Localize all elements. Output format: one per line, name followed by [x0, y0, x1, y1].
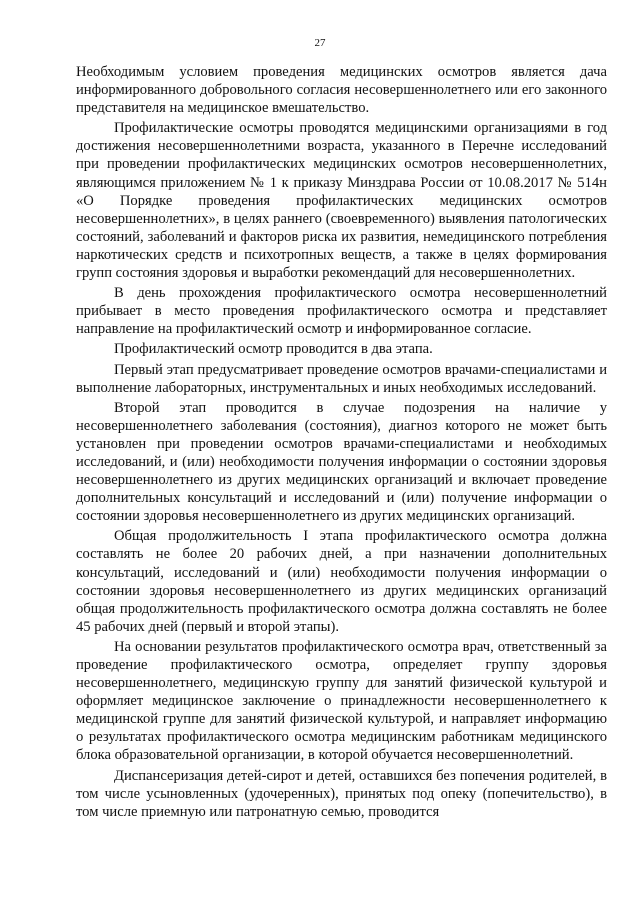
page-number: 27 — [314, 37, 326, 49]
paragraph-orphans: Диспансеризация детей-сирот и детей, оставшихся без попечения родителей, в том числе усыновленных (удочеренных), принятых под опеку (попечительство), в том числе приемную или патронатную семью, проводится — [76, 767, 607, 820]
paragraph-preventive-exams: Профилактические осмотры проводятся медицинскими организациями в год достижения несовершеннолетними возраста, указанного в Перечне исследований при проведении профилактических медицинских осмотров несовершеннолетних, являющимся приложением № 1 к приказу Минздрава России от 10.08.2017 № 514н «О Порядке проведения профилактических медицинских осмотров несовершеннолетних», в целях раннего (своевременного) выявления патологических состояний, заболеваний и факторов риска их развития, немедицинского потребления наркотических средств и психотропных веществ, а также в целях формирования групп состояния здоровья и выработки рекомендаций для несовершеннолетних. — [76, 120, 607, 282]
paragraph-consent: Необходимым условием проведения медицинских осмотров является дача информированного добровольного согласия несовершеннолетнего или его законного представителя на медицинское вмешательство. — [76, 64, 607, 117]
paragraph-duration: Общая продолжительность I этапа профилактического осмотра должна составлять не более 20 рабочих дней, а при назначении дополнительных консультаций, исследований и (или) необходимости получения информации о состоянии здоровья несовершеннолетнего из других медицинских организаций общая продолжительность профилактического осмотра должна составлять не более 45 рабочих дней (первый и второй этапы). — [76, 528, 607, 635]
paragraph-results: На основании результатов профилактического осмотра врач, ответственный за проведение профилактического осмотра, определяет группу здоровья несовершеннолетнего, медицинскую группу для занятий физической культурой и оформляет медицинское заключение о принадлежности несовершеннолетнего к медицинской группе для занятий физической культурой, и направляет информацию о результатах профилактического осмотра медицинским работникам медицинского блока образовательной организации, в которой обучается несовершеннолетний. — [76, 638, 607, 764]
paragraph-second-stage: Второй этап проводится в случае подозрения на наличие у несовершеннолетнего заболевания (состояния), диагноз которого не может быть установлен при проведении осмотров врачами-специалистами и необходимых исследований, и (или) необходимости получения информации о состоянии здоровья несовершеннолетнего из других медицинских организаций и включает проведение дополнительных консультаций и исследований и (или) получение информации о состоянии здоровья несовершеннолетнего из других медицинских организаций. — [76, 399, 607, 525]
paragraph-two-stages: Профилактический осмотр проводится в два этапа. — [114, 341, 433, 358]
paragraph-first-stage: Первый этап предусматривает проведение осмотров врачами-специалистами и выполнение лабораторных, инструментальных и иных необходимых исследований. — [76, 361, 607, 396]
paragraph-exam-day: В день прохождения профилактического осмотра несовершеннолетний прибывает в место проведения профилактического осмотра и представляет направление на профилактический осмотр и информированное согласие. — [76, 285, 607, 338]
document-body — [76, 63, 607, 821]
